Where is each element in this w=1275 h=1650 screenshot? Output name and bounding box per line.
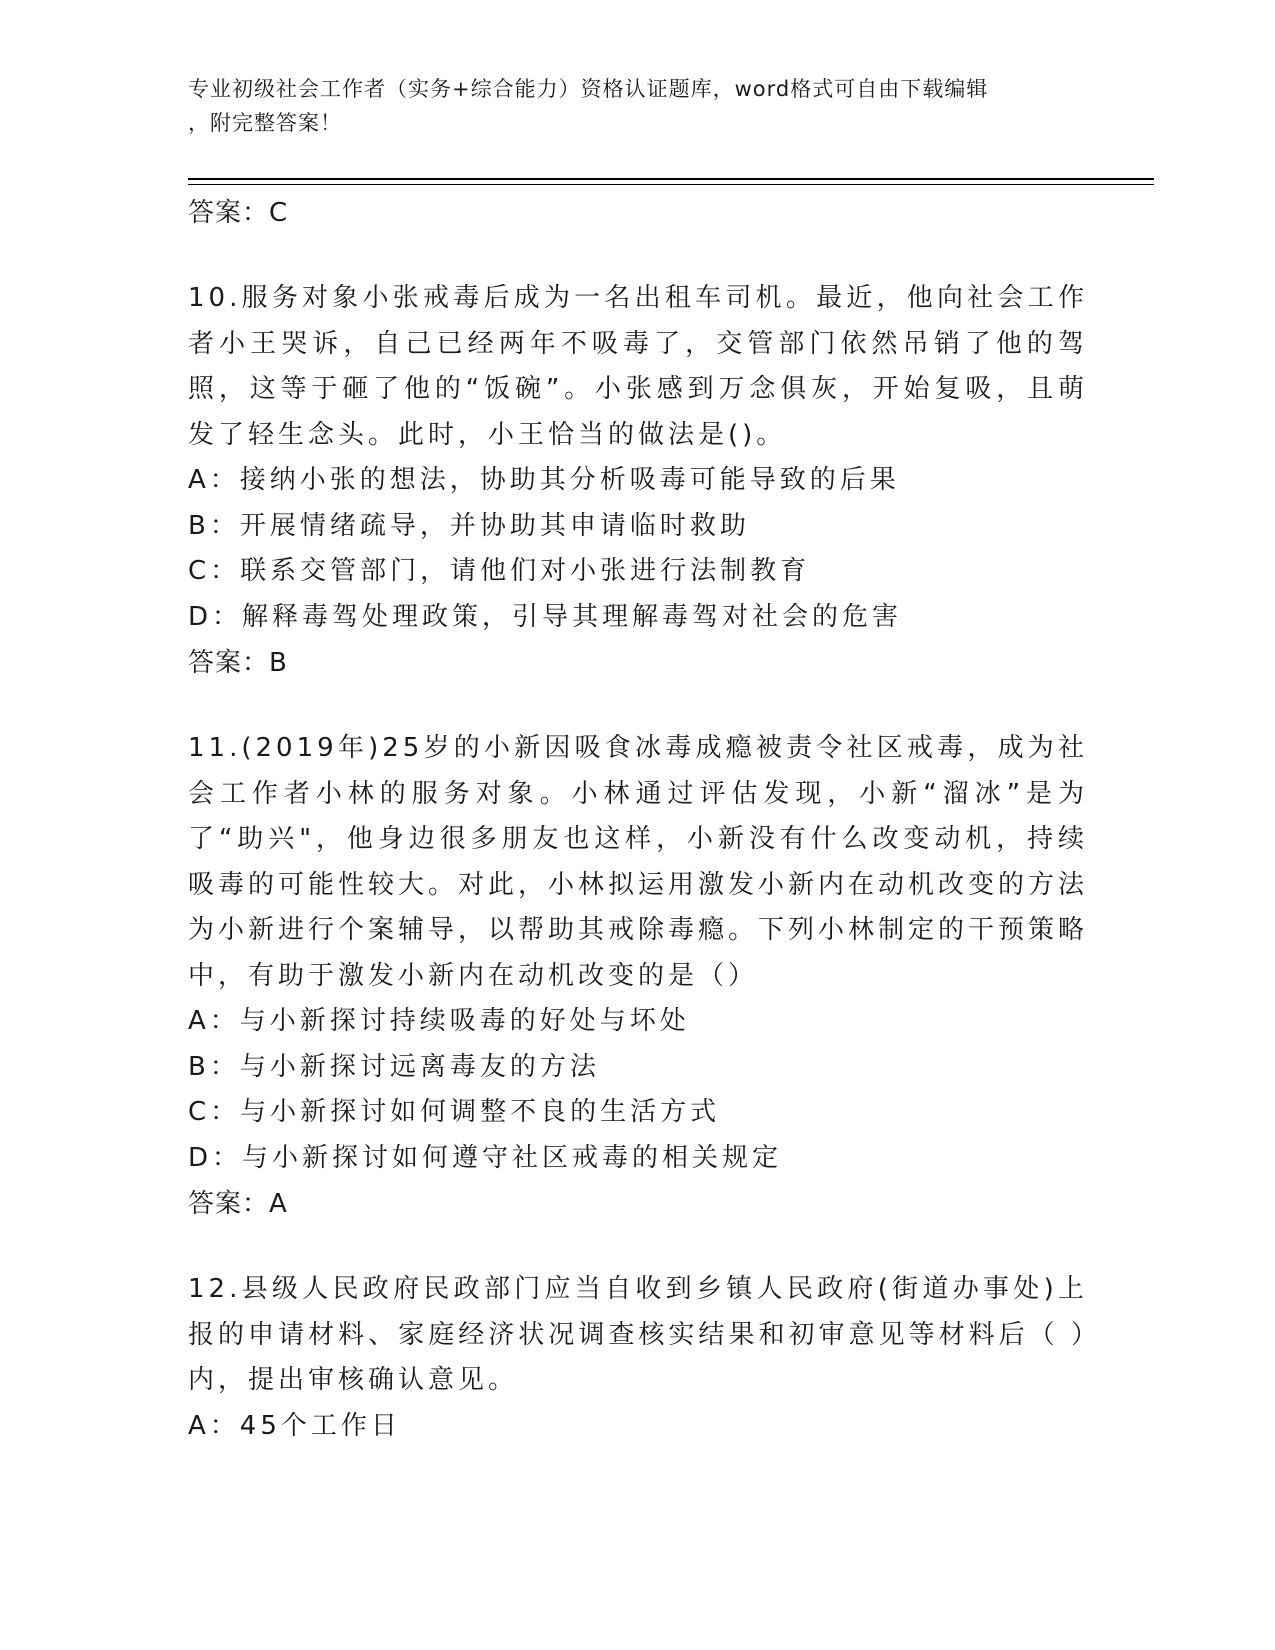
header-rule-thick — [188, 178, 1154, 180]
question-10 — [188, 276, 1088, 686]
question-text: 10.服务对象小张戒毒后成为一名出租车司机。最近，他向社会工作者小王哭诉，自己已经两年不吸毒了，交管部门依然吊销了他的驾照，这等于砸了他的“饭碗”。小张感到万念俱灰，开始复吸，且萌发了轻生念头。此时，小王恰当的做法是()。 — [188, 283, 1088, 450]
option-a: A：45个工作日 — [188, 1410, 401, 1441]
answer-11: 答案：A — [188, 1189, 288, 1219]
option-d: D：解释毒驾处理政策，引导其理解毒驾对社会的危害 — [188, 601, 903, 632]
answer-previous: 答案：C — [188, 198, 289, 228]
header-line-2: ，附完整答案！ — [188, 111, 342, 135]
question-11 — [188, 726, 1088, 1227]
question-12 — [188, 1267, 1088, 1449]
question-text: 11.(2019年)25岁的小新因吸食冰毒成瘾被责令社区戒毒，成为社会工作者小林的服务对象。小林通过评估发现，小新“溜冰”是为了“助兴"，他身边很多朋友也这样，小新没有什么改变动机，持续吸毒的可能性较大。对此，小林拟运用激发小新内在动机改变的方法为小新进行个案辅导，以帮助其戒除毒瘾。下列小林制定的干预策略中，有助于激发小新内在动机改变的是（） — [188, 733, 1089, 991]
document-header — [188, 72, 1088, 140]
header-rule-thin — [188, 184, 1154, 185]
document-body — [188, 190, 1088, 1449]
answer-10: 答案：B — [188, 648, 288, 678]
header-line-1: 专业初级社会工作者（实务+综合能力）资格认证题库，word格式可自由下载编辑 — [188, 77, 989, 101]
option-d: D：与小新探讨如何遵守社区戒毒的相关规定 — [188, 1142, 783, 1173]
option-b: B：开展情绪疏导，并协助其申请临时救助 — [188, 510, 750, 541]
question-text: 12.县级人民政府民政部门应当自收到乡镇人民政府(街道办事处)上报的申请材料、家庭经济状况调查核实结果和初审意见等材料后（ ）内，提出审核确认意见。 — [188, 1274, 1088, 1395]
option-c: C：与小新探讨如何调整不良的生活方式 — [188, 1097, 721, 1127]
option-a: A：接纳小张的想法，协助其分析吸毒可能导致的后果 — [188, 465, 900, 495]
option-c: C：联系交管部门，请他们对小张进行法制教育 — [188, 556, 811, 586]
option-a: A：与小新探讨持续吸毒的好处与坏处 — [188, 1006, 690, 1036]
option-b: B：与小新探讨远离毒友的方法 — [188, 1051, 600, 1082]
